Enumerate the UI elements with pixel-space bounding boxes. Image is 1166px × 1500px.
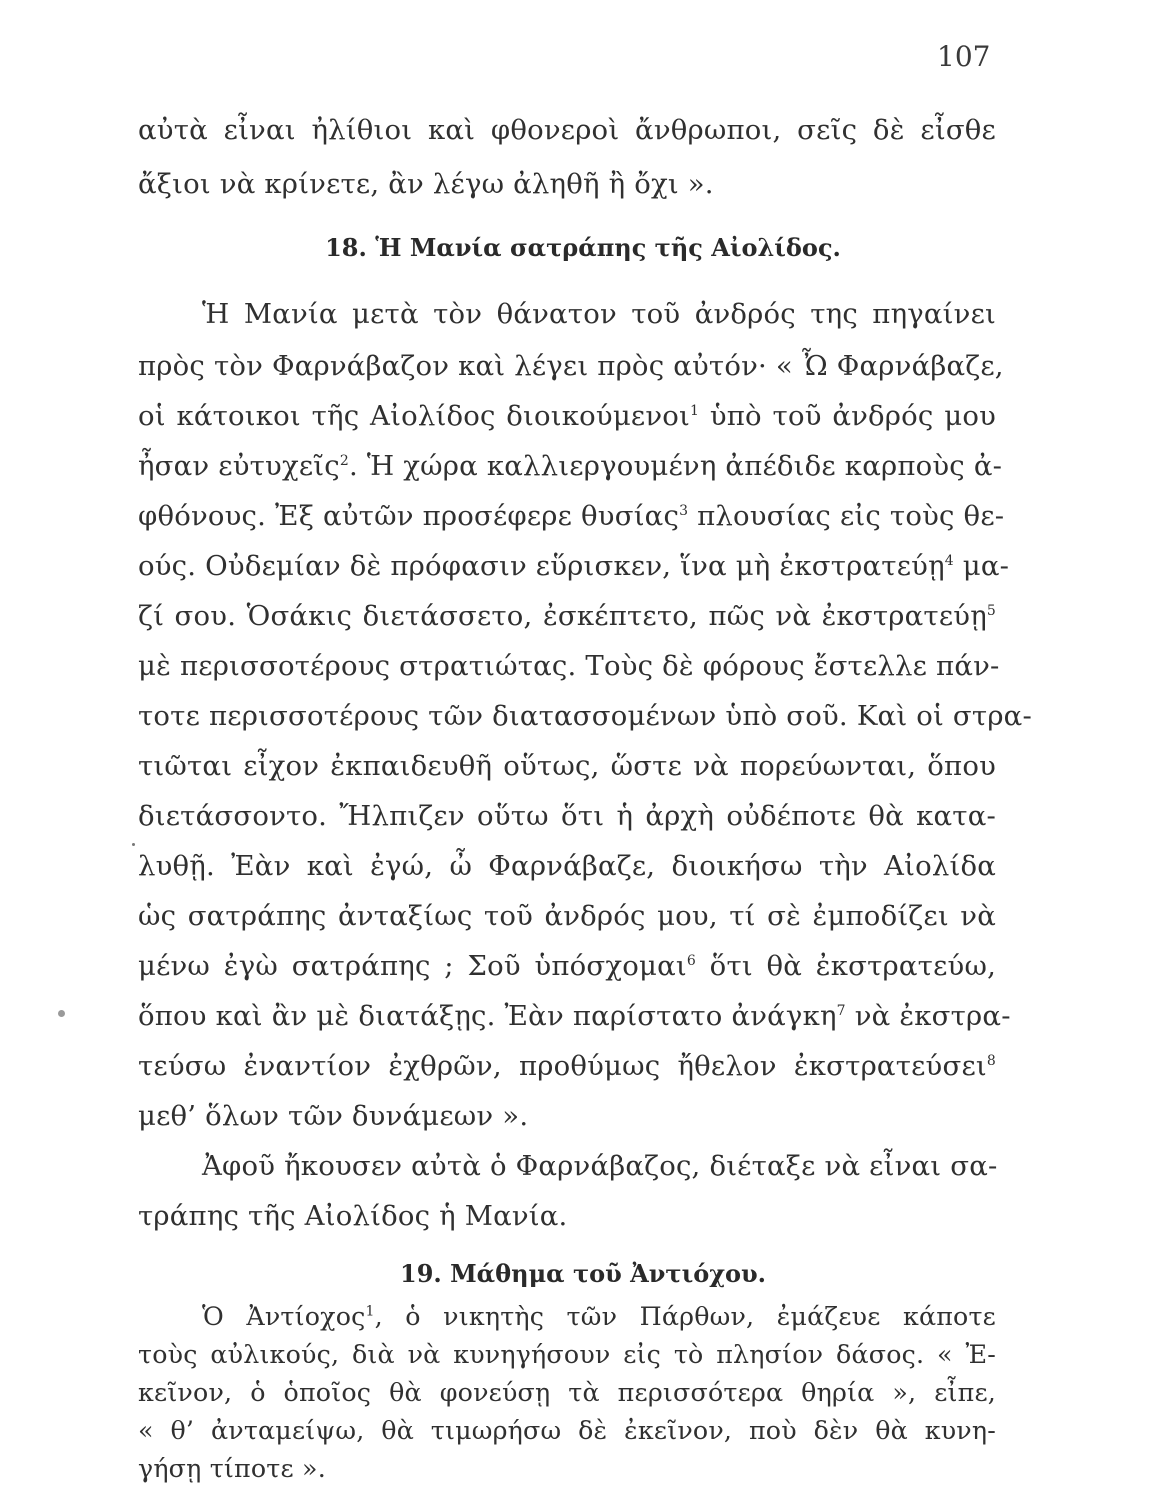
- text-line: κεῖνον, ὁ ὁποῖος θὰ φονεύσῃ τὰ περισσότερα θηρία », εἶπε,: [138, 1378, 996, 1407]
- text-line: μεθ’ ὅλων τῶν δυνάμεων ».: [138, 1100, 529, 1132]
- section-heading-19: 19. Μάθημα τοῦ Ἀντιόχου.: [400, 1259, 766, 1288]
- text-line: ζί σου. Ὁσάκις διετάσσετο, ἐσκέπτετο, πῶς νὰ ἐκστρατεύῃ$^5$: [138, 600, 996, 632]
- text-line: ὅπου καὶ ἂν μὲ διατάξῃς. Ἐὰν παρίστατο ἀνάγκη$^7$ νὰ ἐκστρα-: [138, 1000, 1011, 1032]
- text-line: οἱ κάτοικοι τῆς Αἰολίδος διοικούμενοι$^1$ ὑπὸ τοῦ ἀνδρός μου: [138, 400, 997, 432]
- footnote-marker: 1: [690, 402, 700, 419]
- text-line: τιῶται εἶχον ἐκπαιδευθῆ οὕτως, ὥστε νὰ πορεύωνται, ὅπου: [138, 750, 996, 782]
- text-line: λυθῇ. Ἐὰν καὶ ἐγώ, ὦ Φαρνάβαζε, διοικήσω τὴν Αἰολίδα: [138, 850, 996, 882]
- text-line: ὡς σατράπης ἀνταξίως τοῦ ἀνδρός μου, τί σὲ ἐμποδίζει νὰ: [138, 900, 996, 932]
- footnote-marker: 7: [836, 1002, 846, 1019]
- footnote-marker: 4: [944, 552, 954, 569]
- text-line: « θ’ ἀνταμείψω, θὰ τιμωρήσω δὲ ἐκεῖνον, ποὺ δὲν θὰ κυνη-: [138, 1416, 996, 1445]
- footnote-marker: 1: [365, 1303, 375, 1320]
- text-line: ούς. Οὐδεμίαν δὲ πρόφασιν εὕρισκεν, ἵνα μὴ ἐκστρατεύῃ$^4$ μα-: [138, 550, 1010, 582]
- text-line: ἦσαν εὐτυχεῖς$^2$. Ἡ χώρα καλλιεργουμένη ἀπέδιδε καρποὺς ἀ-: [138, 450, 1003, 482]
- text-line: τοὺς αὐλικούς, διὰ νὰ κυνηγήσουν εἰς τὸ πλησίον δάσος. « Ἐ-: [138, 1340, 996, 1369]
- text-line: διετάσσοντο. Ἤλπιζεν οὕτω ὅτι ἡ ἀρχὴ οὐδέποτε θὰ κατα-: [138, 800, 996, 832]
- text-line: Ἀφοῦ ἤκουσεν αὐτὰ ὁ Φαρνάβαζος, διέταξε νὰ εἶναι σα-: [202, 1150, 998, 1182]
- text-line: φθόνους. Ἐξ αὐτῶν προσέφερε θυσίας$^3$ πλουσίας εἰς τοὺς θε-: [138, 500, 1005, 532]
- text-line: αὐτὰ εἶναι ἠλίθιοι καὶ φθονεροὶ ἄνθρωποι, σεῖς δὲ εἶσθε: [138, 114, 996, 146]
- footnote-marker: 8: [986, 1052, 996, 1069]
- section-heading-18: 18. Ἡ Μανία σατράπης τῆς Αἰολίδος.: [325, 233, 841, 262]
- footnote-marker: 5: [986, 602, 996, 619]
- text-line: μὲ περισσοτέρους στρατιώτας. Τοὺς δὲ φόρους ἔστελλε πάν-: [138, 650, 1000, 682]
- text-line: μένω ἐγὼ σατράπης ; Σοῦ ὑπόσχομαι$^6$ ὅτι θὰ ἐκστρατεύω,: [138, 950, 997, 982]
- text-line: γήσῃ τίποτε ».: [138, 1454, 326, 1483]
- text-line: πρὸς τὸν Φαρνάβαζον καὶ λέγει πρὸς αὐτόν· « Ὦ Φαρνάβαζε,: [138, 350, 1004, 382]
- text-line: τοτε περισσοτέρους τῶν διατασσομένων ὑπὸ σοῦ. Καὶ οἱ στρα-: [138, 700, 1032, 732]
- margin-dot: [58, 1010, 65, 1017]
- text-line: Ἡ Μανία μετὰ τὸν θάνατον τοῦ ἀνδρός της πηγαίνει: [202, 298, 996, 330]
- text-line: ἄξιοι νὰ κρίνετε, ἂν λέγω ἀληθῆ ἢ ὄχι ».: [138, 168, 714, 200]
- page-number: 107: [937, 40, 991, 73]
- text-line: τεύσω ἐναντίον ἐχθρῶν, προθύμως ἤθελον ἐκστρατεύσει$^8$: [138, 1050, 996, 1082]
- footnote-marker: 6: [686, 952, 696, 969]
- text-line: Ὁ Ἀντίοχος$^1$, ὁ νικητὴς τῶν Πάρθων, ἐμάζευε κάποτε: [202, 1302, 996, 1331]
- footnote-marker: 3: [679, 502, 689, 519]
- footnote-marker: 2: [339, 452, 349, 469]
- margin-speck: [132, 843, 135, 846]
- text-line: τράπης τῆς Αἰολίδος ἡ Μανία.: [138, 1200, 568, 1232]
